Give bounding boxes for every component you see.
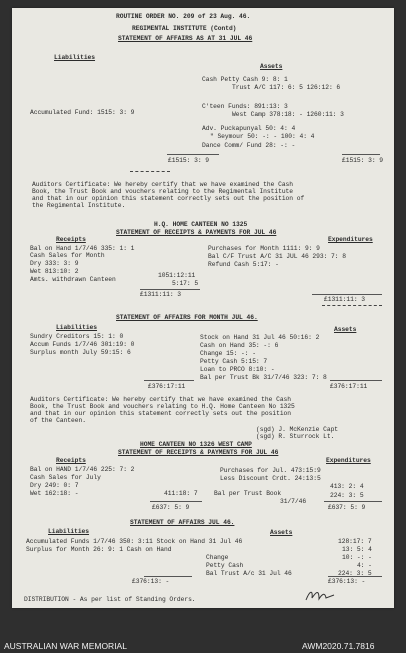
auditors-1-line-4: the Regimental Institute. [32, 202, 126, 209]
s1-assets-heading: Assets [260, 63, 283, 70]
s3-assets-heading: Assets [334, 326, 357, 333]
s2-rule-left [140, 289, 200, 290]
s5-liabilities-heading: Liabilities [48, 528, 90, 535]
s2-receipt-2: Cash Sales for Month [30, 252, 105, 259]
s1-line-6: " Seymour 50: -: - 100: 4: 4 [210, 133, 315, 140]
s5-rule-right [328, 576, 382, 577]
s4-receipts-subtotal: 411:18: 7 [164, 490, 198, 497]
s4-exp-total: £637: 5: 9 [328, 504, 366, 511]
s4-receipt-3: Dry 249: 0: 7 [30, 482, 79, 489]
s2-title-2: STATEMENT OF RECEIPTS & PAYMENTS FOR JUL 46 [116, 229, 277, 236]
s2-receipt-3: Dry 333: 3: 9 [30, 260, 79, 267]
s3-asset-3: Change 15: -: - [200, 350, 256, 357]
s3-asset-4: Petty Cash 5:15: 7 [200, 358, 268, 365]
s5-asset-3: Change [206, 554, 229, 561]
signature-line-1: (sgd) J. McKenzie Capt [256, 426, 339, 433]
s3-asset-5: Loan to PRCO 8:10: - [200, 366, 275, 373]
s3-asset-2: Cash on Hand 35: -: 6 [200, 342, 279, 349]
s4-rule-left [150, 501, 202, 502]
auditors-2-line-3: and that in our opinion this statement correctly sets out the position [30, 410, 292, 417]
s1-line-4: West Camp 378:18: - 1260:11: 3 [232, 111, 344, 118]
s1-total-left: £1515: 3: 9 [168, 157, 210, 164]
s1-line-3: C'teen Funds: 891:13: 3 [202, 103, 288, 110]
s2-receipts-total: £1311:11: 3 [140, 291, 182, 298]
auditors-2-line-2: Book, the Trust Book and vouchers relating to H.Q. Home Canteen No 1325 [30, 403, 295, 410]
s2-exp-2: Bal C/F Trust A/C 31 JUL 46 293: 7: 8 [208, 253, 346, 260]
footer-bar [0, 640, 406, 653]
s1-line-5: Adv. Puckapunyal 50: 4: 4 [202, 125, 296, 132]
s3-liab-2: Accum Funds 1/7/46 301:19: 0 [30, 341, 135, 348]
s4-receipts-heading: Receipts [56, 457, 86, 464]
s5-value-5: 224: 3: 5 [338, 570, 372, 577]
s3-liab-total: £376:17:11 [148, 383, 186, 390]
auditors-2-line-1: Auditors Certificate: We hereby certify that we have examined the Cash [30, 396, 292, 403]
document-page [12, 8, 394, 608]
s5-asset-total: £376:13: - [328, 578, 366, 585]
s4-receipt-2: Cash Sales for July [30, 474, 101, 481]
s2-exp-total: £1311:11: 3 [324, 296, 366, 303]
signature-line-2: (sgd) R. Sturrock Lt. [256, 433, 335, 440]
s4-exp-1-value: 413: 2: 4 [330, 483, 364, 490]
s5-value-1: 128:17: 7 [338, 538, 372, 545]
s1-line-1: Cash Petty Cash 9: 8: 1 [202, 76, 288, 83]
header-line-2: REGIMENTAL INSTITUTE (Contd) [132, 25, 237, 32]
s5-asset-5: Bal Trust A/c 31 Jul 46 [206, 570, 292, 577]
s4-exp-4: 31/7/46 [280, 498, 307, 505]
handwritten-signature [304, 586, 336, 604]
s5-assets-heading: Assets [270, 529, 293, 536]
s4-title-2: STATEMENT OF RECEIPTS & PAYMENTS FOR JUL 46 [118, 449, 279, 456]
s1-line-7: Dance Comm/ Fund 28: -: - [202, 142, 296, 149]
s5-rule-left [144, 576, 192, 577]
s3-asset-6: Bal per Trust Bk 31/7/46 323: 7: 8 [200, 374, 327, 381]
s3-liab-1: Sundry Creditors 15: 1: 0 [30, 333, 124, 340]
s4-expenditures-heading: Expenditures [326, 457, 371, 464]
s2-receipts-subtotal: 1051:12:11 [158, 272, 196, 279]
s2-exp-3: Refund Cash 5:17: - [208, 261, 279, 268]
s1-liabilities-heading: Liabilities [54, 54, 96, 61]
s4-exp-1: Purchases for Jul. 473:15:9 [220, 467, 321, 474]
s2-rule-right [312, 294, 382, 295]
s4-receipt-1: Bal on HAND 1/7/46 225: 7: 2 [30, 466, 135, 473]
s5-row-1: Accumulated Funds 1/7/46 350: 3:11 Stock on Hand 31 Jul 46 [26, 538, 243, 545]
s1-rule-left [167, 154, 219, 155]
s3-asset-total: £376:17:11 [330, 383, 368, 390]
s5-row-2: Surplus for Month 26: 9: 1 Cash on Hand [26, 546, 172, 553]
s4-receipts-total: £637: 5: 9 [152, 504, 190, 511]
s3-asset-1: Stock on Hand 31 Jul 46 50:16: 2 [200, 334, 320, 341]
footer-accession-number: AWM2020.71.7816 [302, 641, 375, 651]
s2-expenditures-heading: Expenditures [328, 236, 373, 243]
s4-exp-3-value: 224: 3: 5 [330, 492, 364, 499]
header-line-1: ROUTINE ORDER NO. 209 of 23 Aug. 46. [116, 13, 251, 20]
s4-rule-right [324, 501, 382, 502]
header-line-3: STATEMENT OF AFFAIRS AS AT 31 JUL 46 [118, 35, 253, 42]
auditors-1-line-2: Book, the Trust Book and vouchers relating to the Regimental Institute [32, 188, 294, 195]
auditors-1-line-3: and that in our opinion this statement correctly sets out the position of [32, 195, 305, 202]
s5-value-2: 13: 5: 4 [342, 546, 372, 553]
s5-title: STATEMENT OF AFFAIRS JUL 46. [130, 519, 235, 526]
s4-receipt-4: Wet 162:18: - [30, 490, 79, 497]
s2-receipts-subtotal-2: 5:17: 5 [172, 280, 199, 287]
s5-value-3: 10: -: - [342, 554, 372, 561]
s3-title: STATEMENT OF AFFAIRS FOR MONTH JUL 46. [116, 314, 258, 321]
s5-liab-total: £376:13: - [132, 578, 170, 585]
footer-institution: AUSTRALIAN WAR MEMORIAL [4, 641, 127, 651]
s2-exp-1: Purchases for Month 1111: 9: 9 [208, 245, 320, 252]
s2-receipt-4: Wet 813:10: 2 [30, 268, 79, 275]
s1-line-2: Trust A/C 117: 6: 5 126:12: 6 [232, 84, 341, 91]
s5-asset-4: Petty Cash [206, 562, 244, 569]
s3-rule-right [330, 380, 382, 381]
auditors-2-line-4: of the Canteen. [30, 417, 86, 424]
s3-liab-3: Surplus month July 59:15: 6 [30, 349, 131, 356]
s3-rule-left [144, 380, 194, 381]
s2-dash [322, 305, 382, 306]
s4-title-1: HOME CANTEEN NO 1326 WEST CAMP [140, 441, 252, 448]
s5-value-4: 4: - [357, 562, 372, 569]
distribution-line: DISTRIBUTION - As per list of Standing Orders. [24, 596, 196, 603]
s1-accumulated-fund: Accumulated Fund: 1515: 3: 9 [30, 109, 135, 116]
s1-dash [130, 171, 170, 172]
s2-title-1: H.Q. HOME CANTEEN NO 1325 [154, 221, 248, 228]
s4-exp-3: Bal per Trust Book [214, 490, 282, 497]
s1-rule-right [342, 154, 380, 155]
s1-total-right: £1515: 3: 9 [342, 157, 384, 164]
s2-receipt-5: Amts. withdrawn Canteen [30, 276, 116, 283]
s2-receipts-heading: Receipts [56, 236, 86, 243]
s2-receipt-1: Bal on Hand 1/7/46 335: 1: 1 [30, 245, 135, 252]
s3-liabilities-heading: Liabilities [56, 324, 98, 331]
s4-exp-2: Less Discount Crdt. 24:13:5 [220, 475, 321, 482]
auditors-1-line-1: Auditors Certificate: We hereby certify that we have examined the Cash [32, 181, 294, 188]
